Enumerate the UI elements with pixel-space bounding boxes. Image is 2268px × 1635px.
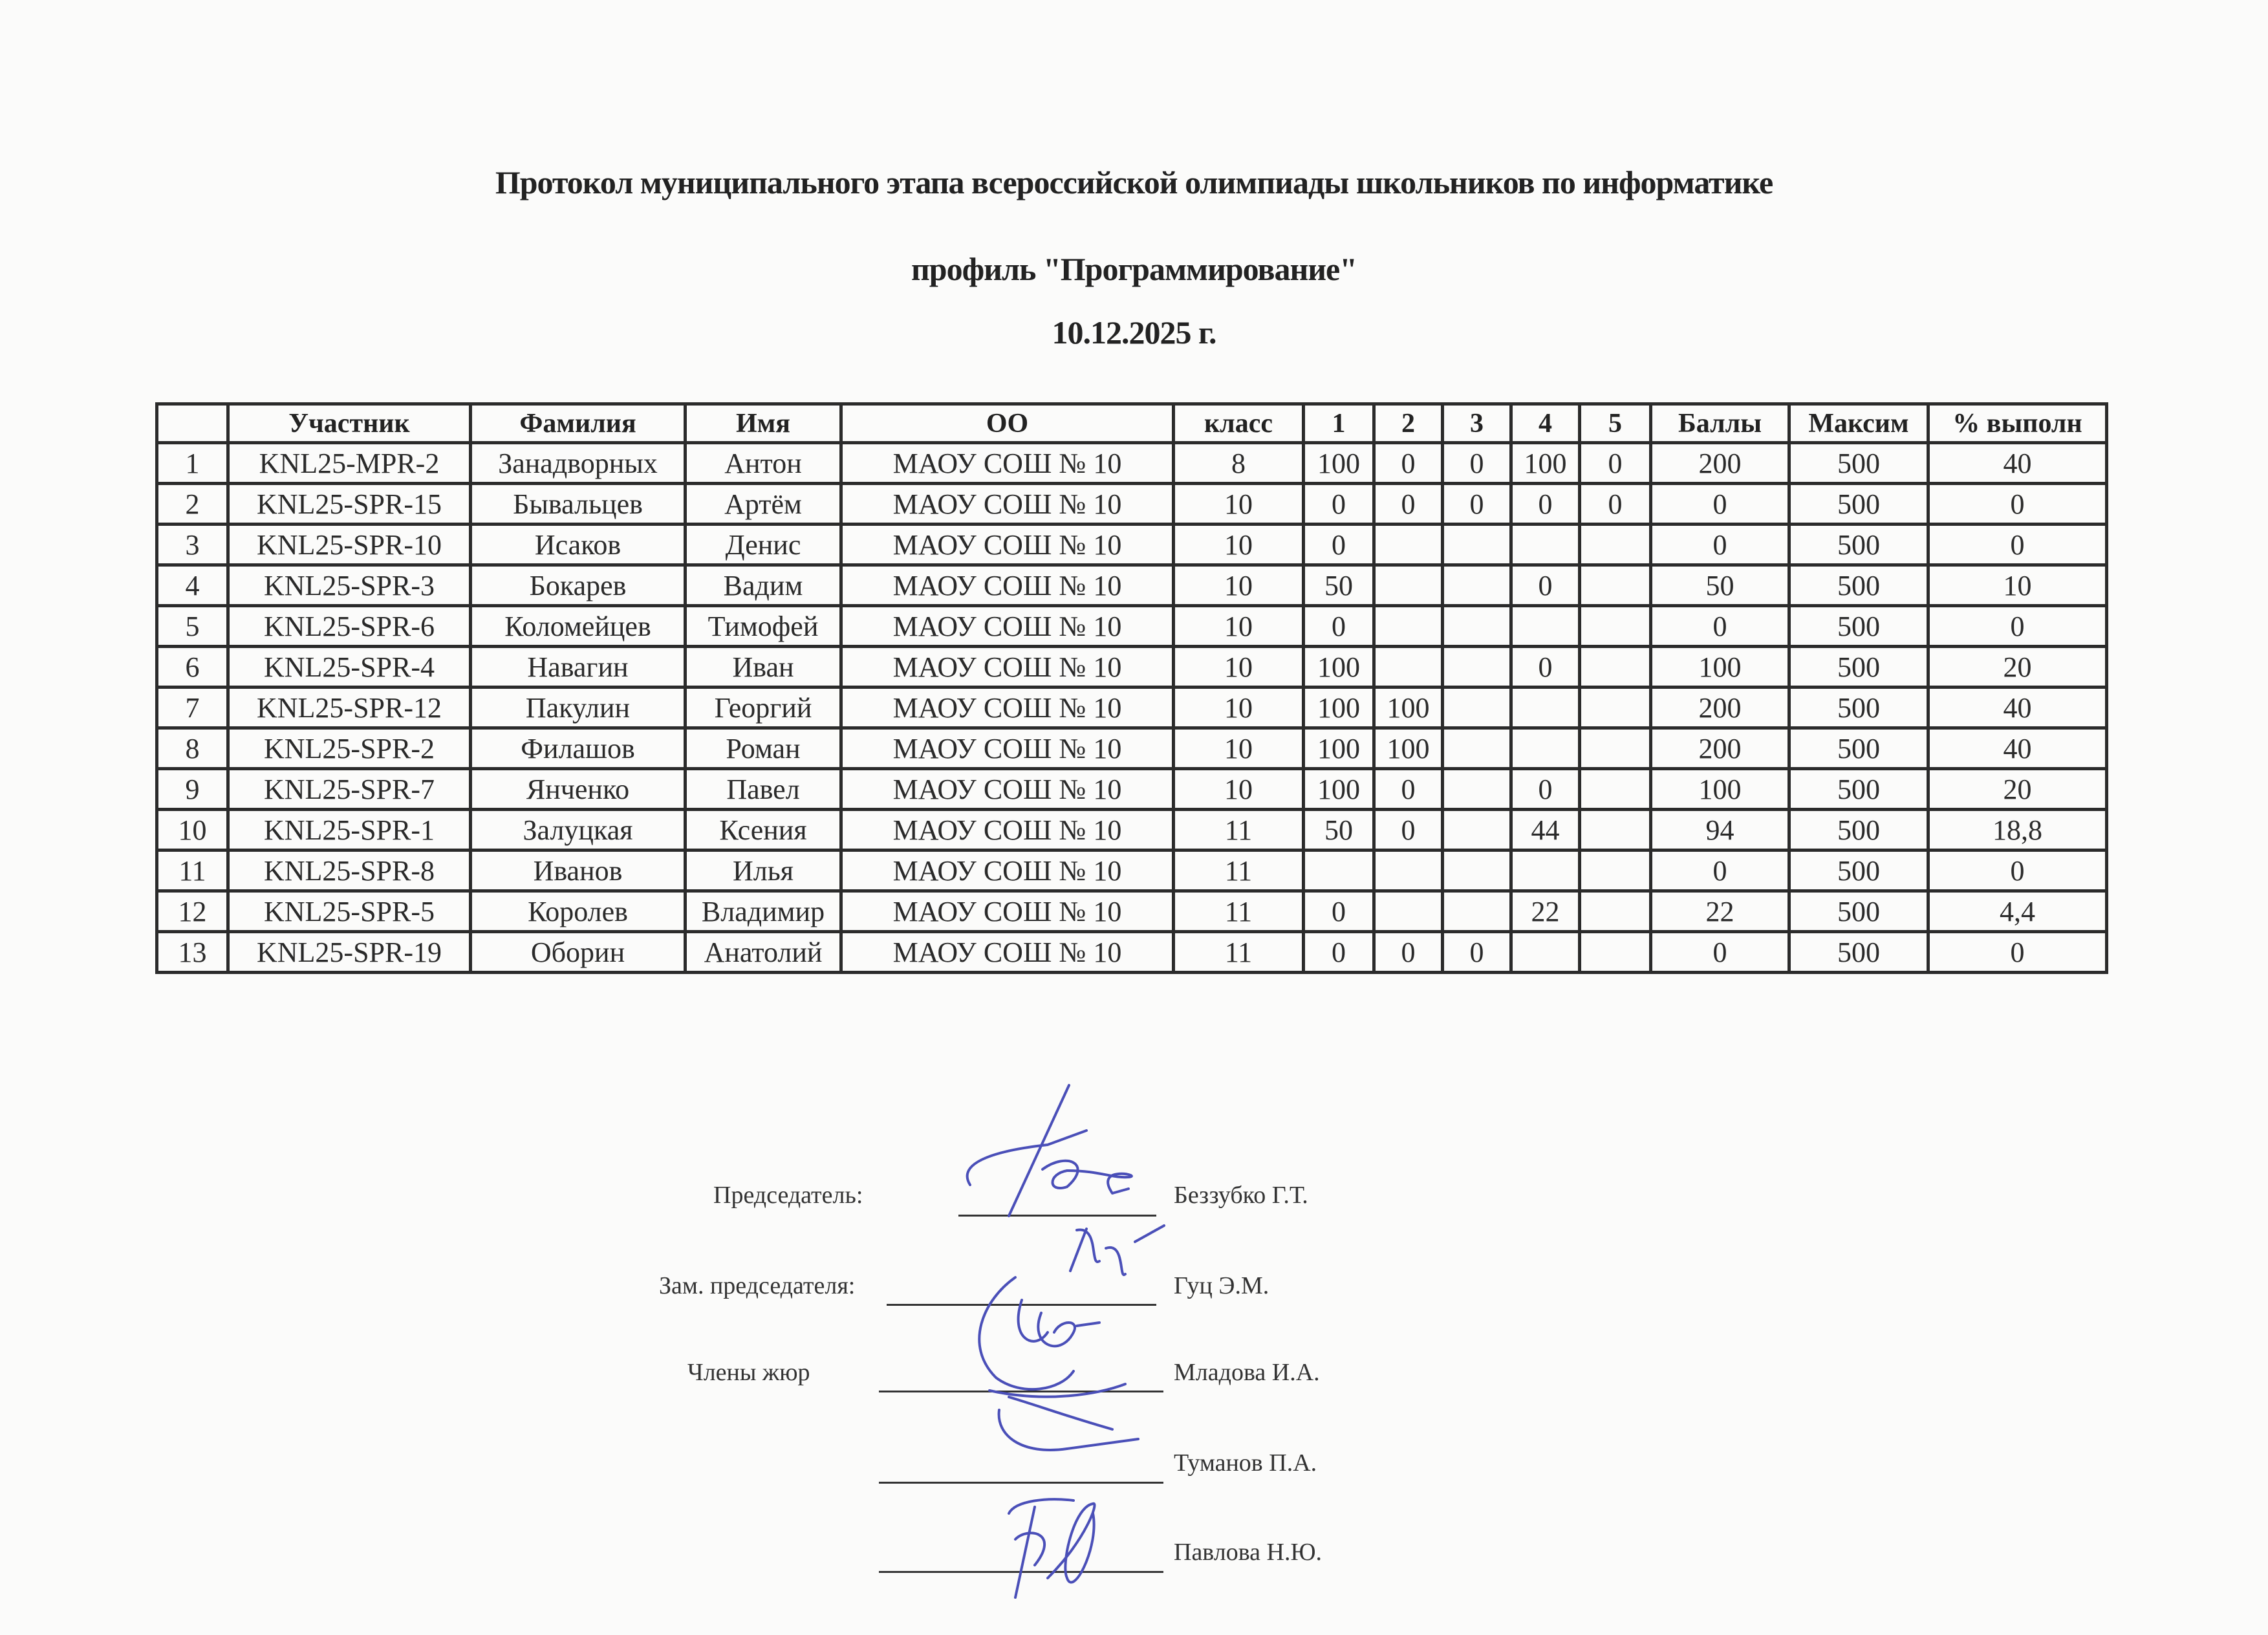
task-4-score: 22: [1511, 891, 1580, 932]
organization: МАОУ СОШ № 10: [841, 565, 1174, 606]
participant-code: KNL25-SPR-3: [228, 565, 471, 606]
task-3-score: 0: [1443, 443, 1511, 484]
surname: Залуцкая: [471, 810, 686, 850]
col-org-header: ОО: [841, 404, 1174, 443]
participant-code: KNL25-SPR-15: [228, 484, 471, 525]
first-name: Анатолий: [686, 932, 841, 973]
percent-complete: 40: [1928, 688, 2107, 728]
percent-complete: 10: [1928, 565, 2107, 606]
total-score: 200: [1651, 688, 1789, 728]
member-name-1: Младова И.А.: [1174, 1359, 1320, 1386]
first-name: Иван: [686, 647, 841, 688]
row-number: 8: [157, 728, 228, 769]
task-2-score: 0: [1374, 484, 1443, 525]
participant-code: KNL25-SPR-19: [228, 932, 471, 973]
percent-complete: 20: [1928, 769, 2107, 810]
task-1-score: 100: [1304, 647, 1374, 688]
max-score: 500: [1789, 484, 1928, 525]
max-score: 500: [1789, 850, 1928, 891]
row-number: 1: [157, 443, 228, 484]
task-3-score: 0: [1443, 484, 1511, 525]
total-score: 0: [1651, 932, 1789, 973]
surname: Янченко: [471, 769, 686, 810]
vice-chair-name: Гуц Э.М.: [1174, 1272, 1269, 1299]
chair-name: Беззубко Г.Т.: [1174, 1182, 1308, 1209]
task-5-score: 0: [1580, 443, 1651, 484]
surname: Иванов: [471, 850, 686, 891]
task-2-score: 0: [1374, 810, 1443, 850]
max-score: 500: [1789, 606, 1928, 647]
participant-code: KNL25-SPR-1: [228, 810, 471, 850]
col-percent-header: % выполн: [1928, 404, 2107, 443]
task-4-score: 0: [1511, 484, 1580, 525]
percent-complete: 20: [1928, 647, 2107, 688]
task-4-score: 44: [1511, 810, 1580, 850]
max-score: 500: [1789, 647, 1928, 688]
task-1-score: 100: [1304, 688, 1374, 728]
col-participant-header: Участник: [228, 404, 471, 443]
first-name: Георгий: [686, 688, 841, 728]
row-number: 12: [157, 891, 228, 932]
task-1-score: 0: [1304, 606, 1374, 647]
participant-code: KNL25-SPR-4: [228, 647, 471, 688]
max-score: 500: [1789, 932, 1928, 973]
organization: МАОУ СОШ № 10: [841, 769, 1174, 810]
percent-complete: 0: [1928, 525, 2107, 565]
first-name: Артём: [686, 484, 841, 525]
grade: 11: [1174, 932, 1304, 973]
grade: 8: [1174, 443, 1304, 484]
row-number: 5: [157, 606, 228, 647]
max-score: 500: [1789, 525, 1928, 565]
task-2-score: 0: [1374, 932, 1443, 973]
surname: Филашов: [471, 728, 686, 769]
document-title: Протокол муниципального этапа всероссийской олимпиады школьников по информатике: [495, 164, 1773, 200]
total-score: 50: [1651, 565, 1789, 606]
participant-code: KNL25-SPR-10: [228, 525, 471, 565]
task-1-score: 50: [1304, 810, 1374, 850]
participant-code: KNL25-SPR-5: [228, 891, 471, 932]
col-task-1-header: 1: [1304, 404, 1374, 443]
participant-code: KNL25-SPR-6: [228, 606, 471, 647]
participant-code: KNL25-SPR-8: [228, 850, 471, 891]
col-task-5-header: 5: [1580, 404, 1651, 443]
row-number: 9: [157, 769, 228, 810]
percent-complete: 0: [1928, 850, 2107, 891]
organization: МАОУ СОШ № 10: [841, 810, 1174, 850]
task-2-score: 100: [1374, 728, 1443, 769]
member-name-2: Туманов П.А.: [1174, 1449, 1317, 1477]
total-score: 0: [1651, 606, 1789, 647]
row-number: 10: [157, 810, 228, 850]
max-score: 500: [1789, 443, 1928, 484]
surname: Занадворных: [471, 443, 686, 484]
col-score-header: Баллы: [1651, 404, 1789, 443]
surname: Бывальцев: [471, 484, 686, 525]
first-name: Павел: [686, 769, 841, 810]
max-score: 500: [1789, 769, 1928, 810]
task-3-score: 0: [1443, 932, 1511, 973]
organization: МАОУ СОШ № 10: [841, 525, 1174, 565]
first-name: Ксения: [686, 810, 841, 850]
grade: 11: [1174, 891, 1304, 932]
task-4-score: 100: [1511, 443, 1580, 484]
task-4-score: 0: [1511, 769, 1580, 810]
row-number: 11: [157, 850, 228, 891]
grade: 10: [1174, 728, 1304, 769]
jury-members-label: Члены жюр: [687, 1359, 810, 1386]
grade: 10: [1174, 606, 1304, 647]
task-1-score: 50: [1304, 565, 1374, 606]
organization: МАОУ СОШ № 10: [841, 728, 1174, 769]
surname: Оборин: [471, 932, 686, 973]
row-number: 6: [157, 647, 228, 688]
surname: Бокарев: [471, 565, 686, 606]
col-task-2-header: 2: [1374, 404, 1443, 443]
grade: 10: [1174, 484, 1304, 525]
organization: МАОУ СОШ № 10: [841, 443, 1174, 484]
first-name: Тимофей: [686, 606, 841, 647]
document-profile: профиль "Программирование": [911, 251, 1357, 287]
col-grade-header: класс: [1174, 404, 1304, 443]
total-score: 0: [1651, 484, 1789, 525]
percent-complete: 40: [1928, 728, 2107, 769]
total-score: 0: [1651, 525, 1789, 565]
total-score: 100: [1651, 769, 1789, 810]
task-1-score: 0: [1304, 891, 1374, 932]
document-date: 10.12.2025 г.: [1052, 314, 1216, 351]
signature-member-3: [1009, 1499, 1094, 1597]
percent-complete: 40: [1928, 443, 2107, 484]
task-1-score: 100: [1304, 443, 1374, 484]
percent-complete: 18,8: [1928, 810, 2107, 850]
task-1-score: 100: [1304, 728, 1374, 769]
surname: Коломейцев: [471, 606, 686, 647]
max-score: 500: [1789, 891, 1928, 932]
task-4-score: 0: [1511, 647, 1580, 688]
task-2-score: 100: [1374, 688, 1443, 728]
total-score: 200: [1651, 443, 1789, 484]
surname: Королев: [471, 891, 686, 932]
signature-chair: [967, 1085, 1132, 1216]
grade: 11: [1174, 850, 1304, 891]
task-1-score: 0: [1304, 525, 1374, 565]
task-1-score: 100: [1304, 769, 1374, 810]
member-name-3: Павлова Н.Ю.: [1174, 1539, 1323, 1566]
organization: МАОУ СОШ № 10: [841, 891, 1174, 932]
col-name-header: Имя: [686, 404, 841, 443]
participant-code: KNL25-MPR-2: [228, 443, 471, 484]
grade: 10: [1174, 565, 1304, 606]
surname: Пакулин: [471, 688, 686, 728]
signature-vice-chair: [1070, 1226, 1164, 1275]
first-name: Вадим: [686, 565, 841, 606]
task-1-score: 0: [1304, 932, 1374, 973]
percent-complete: 0: [1928, 606, 2107, 647]
organization: МАОУ СОШ № 10: [841, 647, 1174, 688]
max-score: 500: [1789, 810, 1928, 850]
surname: Навагин: [471, 647, 686, 688]
max-score: 500: [1789, 565, 1928, 606]
grade: 10: [1174, 769, 1304, 810]
row-number: 13: [157, 932, 228, 973]
organization: МАОУ СОШ № 10: [841, 606, 1174, 647]
row-number: 2: [157, 484, 228, 525]
total-score: 200: [1651, 728, 1789, 769]
task-1-score: 0: [1304, 484, 1374, 525]
task-2-score: 0: [1374, 769, 1443, 810]
first-name: Роман: [686, 728, 841, 769]
first-name: Владимир: [686, 891, 841, 932]
row-number: 7: [157, 688, 228, 728]
task-5-score: 0: [1580, 484, 1651, 525]
percent-complete: 0: [1928, 484, 2107, 525]
max-score: 500: [1789, 728, 1928, 769]
chair-label: Председатель:: [713, 1182, 863, 1209]
grade: 10: [1174, 688, 1304, 728]
task-4-score: 0: [1511, 565, 1580, 606]
percent-complete: 4,4: [1928, 891, 2107, 932]
first-name: Илья: [686, 850, 841, 891]
col-task-3-header: 3: [1443, 404, 1511, 443]
grade: 10: [1174, 647, 1304, 688]
participant-code: KNL25-SPR-7: [228, 769, 471, 810]
organization: МАОУ СОШ № 10: [841, 850, 1174, 891]
organization: МАОУ СОШ № 10: [841, 484, 1174, 525]
grade: 11: [1174, 810, 1304, 850]
col-surname-header: Фамилия: [471, 404, 686, 443]
first-name: Денис: [686, 525, 841, 565]
col-task-4-header: 4: [1511, 404, 1580, 443]
vice-chair-label: Зам. председателя:: [659, 1272, 856, 1299]
total-score: 0: [1651, 850, 1789, 891]
first-name: Антон: [686, 443, 841, 484]
participant-code: KNL25-SPR-2: [228, 728, 471, 769]
grade: 10: [1174, 525, 1304, 565]
max-score: 500: [1789, 688, 1928, 728]
surname: Исаков: [471, 525, 686, 565]
total-score: 100: [1651, 647, 1789, 688]
row-number: 3: [157, 525, 228, 565]
col-max-header: Максим: [1789, 404, 1928, 443]
participant-code: KNL25-SPR-12: [228, 688, 471, 728]
organization: МАОУ СОШ № 10: [841, 932, 1174, 973]
total-score: 94: [1651, 810, 1789, 850]
row-number: 4: [157, 565, 228, 606]
task-2-score: 0: [1374, 443, 1443, 484]
signature-member-1: [979, 1277, 1125, 1429]
percent-complete: 0: [1928, 932, 2107, 973]
organization: МАОУ СОШ № 10: [841, 688, 1174, 728]
total-score: 22: [1651, 891, 1789, 932]
